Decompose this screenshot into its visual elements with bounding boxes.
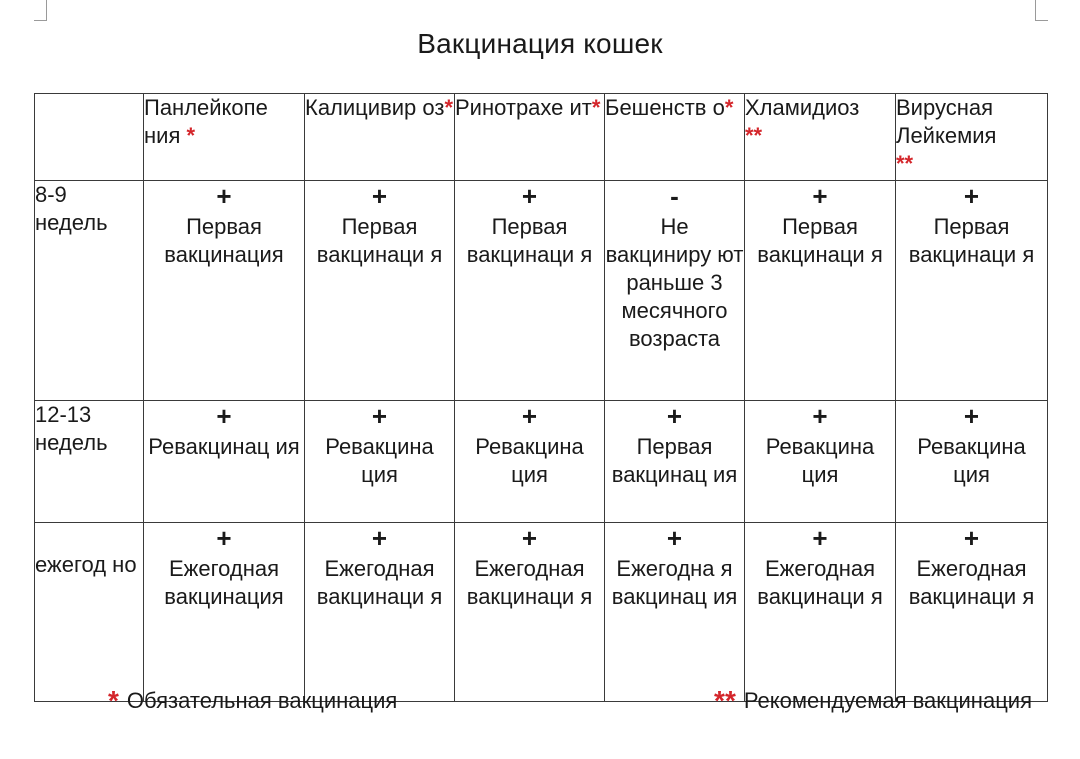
- cell-sign: -: [670, 181, 679, 211]
- table-cell: [305, 401, 455, 523]
- header-corner-cell: [35, 94, 144, 181]
- row-header: [35, 523, 144, 702]
- column-header-calicivirus: [305, 94, 455, 181]
- cell-sign: +: [371, 181, 388, 211]
- column-label: Калицивир оз: [305, 95, 445, 120]
- column-label: Хламидиоз: [745, 95, 860, 120]
- cell-sign: +: [666, 523, 683, 553]
- column-label: Вирусная Лейкемия: [896, 95, 997, 148]
- cell-sign: +: [216, 523, 232, 553]
- table-row: [35, 401, 1048, 523]
- legend-required: [108, 686, 397, 716]
- cell-sign: +: [963, 401, 980, 431]
- row-header-label: ежегод но: [35, 552, 137, 577]
- page-title: Вакцинация кошек: [417, 28, 663, 59]
- row-header: 12-13 недель: [35, 401, 144, 523]
- cell-sign: +: [812, 401, 828, 431]
- table-cell: [896, 401, 1048, 523]
- cell-text: Ежегодная вакцинация: [164, 556, 284, 609]
- cell-sign: +: [216, 181, 232, 211]
- table-cell: [745, 401, 896, 523]
- cell-text: Ревакцина ция: [765, 434, 875, 487]
- cell-sign: +: [521, 523, 538, 553]
- table-cell: [455, 181, 605, 401]
- table-row: [35, 181, 1048, 401]
- cell-sign: +: [666, 401, 683, 431]
- cell-sign: +: [812, 181, 828, 211]
- table-cell: [896, 523, 1048, 702]
- required-mark: *: [444, 95, 454, 120]
- cell-sign: +: [371, 523, 388, 553]
- cell-text: Первая вакцинаци я: [757, 214, 883, 267]
- table-cell: [605, 181, 745, 401]
- table-cell: [605, 401, 745, 523]
- column-header-rhinotracheitis: [455, 94, 605, 181]
- table-cell: [305, 523, 455, 702]
- cell-sign: +: [521, 401, 538, 431]
- header-row: [35, 94, 1048, 181]
- recommended-mark: **: [896, 151, 914, 176]
- cell-text: Первая вакцинаци я: [466, 214, 593, 267]
- cell-text: Ревакцинац ия: [148, 434, 300, 459]
- cell-sign: +: [963, 523, 980, 553]
- crop-mark-right: [1035, 0, 1048, 21]
- column-header-rabies: [605, 94, 745, 181]
- recommended-mark: **: [714, 685, 736, 716]
- required-mark: *: [186, 123, 196, 148]
- legend-recommended: [714, 686, 1032, 716]
- cell-text: Первая вакцинаци я: [316, 214, 443, 267]
- cell-text: Ежегодная вакцинаци я: [316, 556, 443, 609]
- cell-text: Ревакцина ция: [325, 434, 434, 487]
- column-label: Ринотрахе ит: [455, 95, 592, 120]
- row-header: 8-9 недель: [35, 181, 144, 401]
- cell-sign: +: [371, 401, 388, 431]
- table-row: [35, 523, 1048, 702]
- table-cell: [745, 523, 896, 702]
- table-cell: [896, 181, 1048, 401]
- cell-text: Ежегодная вакцинаци я: [908, 556, 1035, 609]
- recommended-mark: **: [745, 123, 763, 148]
- cell-text: Ежегодная вакцинаци я: [466, 556, 593, 609]
- required-mark: *: [108, 685, 119, 716]
- table-cell: [605, 523, 745, 702]
- cell-sign: +: [963, 181, 980, 211]
- cell-sign: +: [216, 401, 232, 431]
- cell-sign: +: [812, 523, 828, 553]
- cell-text: Первая вакцинаци я: [908, 214, 1035, 267]
- table-cell: [305, 181, 455, 401]
- cell-text: Ежегодная вакцинаци я: [757, 556, 883, 609]
- table-cell: [144, 401, 305, 523]
- cell-sign: +: [521, 181, 538, 211]
- table-cell: [144, 181, 305, 401]
- table-cell: [144, 523, 305, 702]
- table-cell: [745, 181, 896, 401]
- column-header-chlamydiosis: [745, 94, 896, 181]
- vaccination-table: [34, 93, 1048, 702]
- legend-required-text: Обязательная вакцинация: [126, 688, 398, 713]
- cell-text: Первая вакцинация: [164, 214, 284, 267]
- crop-mark-left: [34, 0, 47, 21]
- required-mark: *: [591, 95, 601, 120]
- table-cell: [455, 401, 605, 523]
- column-header-viral-leukemia: [896, 94, 1048, 181]
- column-label: Панлейкопе ния: [144, 95, 268, 148]
- cell-text: Не вакциниру ют раньше 3 месячного возраста: [605, 214, 744, 351]
- table-cell: [455, 523, 605, 702]
- cell-text: Ревакцина ция: [917, 434, 1026, 487]
- legend-recommended-text: Рекомендуемая вакцинация: [743, 688, 1032, 713]
- cell-text: Первая вакцинац ия: [611, 434, 738, 487]
- column-header-panleukopenia: [144, 94, 305, 181]
- required-mark: *: [724, 95, 734, 120]
- cell-text: Ревакцина ция: [475, 434, 584, 487]
- cell-text: Ежегодна я вакцинац ия: [611, 556, 738, 609]
- column-label: Бешенств о: [605, 95, 725, 120]
